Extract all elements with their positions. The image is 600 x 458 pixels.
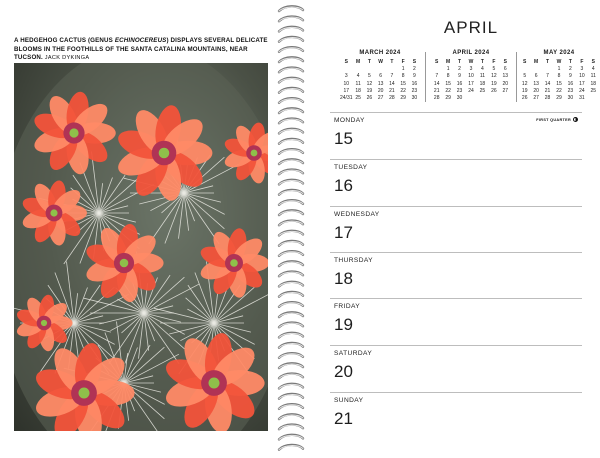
weekday-header: W xyxy=(468,59,474,65)
mini-calendar-grid xyxy=(340,59,420,101)
mini-calendar-day: 17 xyxy=(343,87,350,94)
mini-calendar-day: 12 xyxy=(521,80,528,87)
right-page xyxy=(306,0,600,458)
mini-calendar-day: 8 xyxy=(557,73,561,80)
mini-calendar-day: 23 xyxy=(456,87,463,94)
spiral-rings xyxy=(276,0,306,458)
mini-calendar-day: 5 xyxy=(523,73,527,80)
day-name: TUESDAY xyxy=(334,164,368,171)
day-number: 21 xyxy=(334,409,353,428)
mini-calendar-day: 27 xyxy=(502,87,509,94)
mini-calendar-day: 15 xyxy=(445,80,451,87)
mini-calendar-day: 7 xyxy=(390,73,394,80)
mini-calendar-day: 24 xyxy=(579,87,585,94)
weekday-header: S xyxy=(412,59,417,65)
caption-text-cont: ) DISPLAYS SEVERAL DELICATE BLOOMS IN THE FOOTHILLS OF THE SANTA CATALINA MOUNTAINS, NEAR TUCSON. xyxy=(14,37,268,62)
mini-calendar-day: 15 xyxy=(400,80,406,87)
day-number: 19 xyxy=(334,315,353,334)
mini-calendar-day: 20 xyxy=(377,87,384,94)
mini-calendar-day: 11 xyxy=(355,80,361,87)
mini-calendar-day: 14 xyxy=(433,80,440,87)
mini-calendar-march xyxy=(340,50,420,101)
mini-calendar-day: 16 xyxy=(567,80,574,87)
day-name: WEDNESDAY xyxy=(334,211,380,218)
mini-calendar-day: 16 xyxy=(411,80,418,87)
mini-calendar-day: 6 xyxy=(379,73,383,80)
day-number: 16 xyxy=(334,176,353,195)
spiral-binding xyxy=(276,0,306,458)
day-row-monday[interactable] xyxy=(330,112,582,159)
day-name: THURSDAY xyxy=(334,257,373,264)
mini-calendar-day: 28 xyxy=(544,95,551,102)
day-row-wednesday[interactable] xyxy=(330,206,582,253)
mini-calendar-day: 3 xyxy=(344,73,348,80)
mini-calendar-grid xyxy=(519,59,599,101)
mini-calendar-day: 6 xyxy=(503,66,507,73)
day-number: 18 xyxy=(334,269,353,288)
mini-calendar-day: 21 xyxy=(544,87,551,94)
mini-calendar-day: 7 xyxy=(435,73,439,80)
day-row-tuesday[interactable] xyxy=(330,159,582,206)
mini-calendar-day: 9 xyxy=(458,73,461,80)
mini-calendar-day: 13 xyxy=(502,73,509,80)
day-name: SUNDAY xyxy=(334,397,364,404)
mini-calendar-day: 20 xyxy=(533,87,539,94)
weekday-header: W xyxy=(378,59,383,65)
mini-calendar-day: 2 xyxy=(569,66,572,73)
weekday-header: F xyxy=(580,59,584,65)
mini-calendar-day: 19 xyxy=(366,87,373,94)
month-title: APRIL xyxy=(443,18,499,37)
mini-calendar-day: 24/31 xyxy=(340,95,353,102)
day-name: FRIDAY xyxy=(334,303,361,310)
mini-calendar-day: 4 xyxy=(591,66,595,73)
day-number: 15 xyxy=(334,129,353,148)
mini-calendar-day: 5 xyxy=(492,66,496,73)
mini-calendar-day: 23 xyxy=(567,87,574,94)
mini-calendar-day xyxy=(353,66,364,72)
day-number: 20 xyxy=(334,362,353,381)
weekday-header: T xyxy=(390,59,394,65)
mini-calendar-day: 18 xyxy=(355,87,361,94)
mini-calendar-day xyxy=(500,95,511,101)
mini-calendar-day: 3 xyxy=(580,66,584,73)
weekday-header: M xyxy=(446,59,451,65)
mini-calendar-day: 4 xyxy=(356,73,360,80)
mini-calendars xyxy=(336,50,598,102)
mini-calendar-day xyxy=(477,95,488,101)
mini-calendar-day: 14 xyxy=(389,80,395,87)
mini-calendar-day: 18 xyxy=(479,80,486,87)
mini-calendar-day: 18 xyxy=(590,80,597,87)
weekday-header: W xyxy=(556,59,562,65)
weekday-header: S xyxy=(591,59,595,65)
left-page xyxy=(0,0,282,458)
mini-calendar-day: 13 xyxy=(377,80,384,87)
mini-calendar-divider xyxy=(516,52,517,102)
mini-calendar-day: 19 xyxy=(491,80,497,87)
mini-calendar-day: 30 xyxy=(411,95,418,102)
mini-calendar-day: 21 xyxy=(433,87,440,94)
mini-calendar-day: 28 xyxy=(389,95,395,102)
mini-calendar-day: 29 xyxy=(445,95,451,102)
photo-credit: JACK DYKINGA xyxy=(44,55,90,62)
weekday-header: M xyxy=(356,59,361,65)
mini-calendar-day: 8 xyxy=(446,73,450,80)
mini-calendar-day xyxy=(340,66,353,72)
weekday-header: T xyxy=(546,59,550,65)
photo-caption xyxy=(14,37,272,63)
weekday-header: T xyxy=(458,59,462,65)
mini-calendar-day: 30 xyxy=(456,95,463,102)
mini-calendar-day xyxy=(519,66,530,72)
weekday-header: T xyxy=(568,59,572,65)
mini-calendar-title: MARCH 2024 xyxy=(359,50,401,56)
weekday-header: T xyxy=(367,59,371,65)
mini-calendar-day: 19 xyxy=(521,87,528,94)
mini-calendar-may xyxy=(519,50,599,101)
mini-calendar-day: 8 xyxy=(401,73,405,80)
mini-calendar-day: 11 xyxy=(590,73,596,80)
mini-calendar-day: 13 xyxy=(533,80,539,87)
mini-calendar-day: 16 xyxy=(456,80,463,87)
day-row-saturday[interactable] xyxy=(330,345,582,392)
weekday-header: S xyxy=(503,59,507,65)
mini-calendar-day xyxy=(588,95,599,101)
mini-calendar-day: 3 xyxy=(469,66,473,73)
caption-genus: ECHINOCEREUS xyxy=(114,37,167,44)
mini-calendar-day: 17 xyxy=(468,80,474,87)
mini-calendar-day: 25 xyxy=(355,95,361,102)
cactus-photo xyxy=(14,63,268,431)
mini-calendar-day: 10 xyxy=(343,80,350,87)
weekday-header: F xyxy=(492,59,496,65)
mini-calendar-day: 27 xyxy=(533,95,539,102)
weekday-header: T xyxy=(480,59,484,65)
mini-calendar-day: 29 xyxy=(400,95,406,102)
mini-calendar-day: 28 xyxy=(433,95,440,102)
cactus-bloom-illustration xyxy=(14,63,268,431)
mini-calendar-day xyxy=(488,95,499,101)
first-quarter-moon-icon xyxy=(573,117,578,122)
mini-calendar-day: 25 xyxy=(590,87,597,94)
mini-calendar-day: 12 xyxy=(491,73,497,80)
day-row-thursday[interactable] xyxy=(330,252,582,299)
mini-calendar-day: 2 xyxy=(412,66,416,73)
mini-calendar-day: 4 xyxy=(481,66,484,73)
mini-calendar-day xyxy=(364,66,375,72)
day-name: SATURDAY xyxy=(334,350,373,357)
mini-calendar-day: 6 xyxy=(534,73,538,80)
mini-calendar-day: 5 xyxy=(367,73,371,80)
mini-calendar-day xyxy=(542,66,553,72)
mini-calendar-day: 14 xyxy=(544,80,551,87)
mini-calendar-day: 11 xyxy=(479,73,486,80)
mini-calendar-day: 12 xyxy=(366,80,373,87)
mini-calendar-day xyxy=(465,95,476,101)
mini-calendar-day: 2 xyxy=(458,66,461,73)
mini-calendar-day: 22 xyxy=(445,87,451,94)
mini-calendar-day: 1 xyxy=(446,66,450,73)
mini-calendar-day: 9 xyxy=(569,73,572,80)
mini-calendar-day: 30 xyxy=(567,95,574,102)
mini-calendar-day: 15 xyxy=(556,80,562,87)
mini-calendar-day: 25 xyxy=(479,87,486,94)
weekday-header: M xyxy=(534,59,539,65)
mini-calendar-day: 31 xyxy=(579,95,585,102)
mini-calendar-day: 7 xyxy=(546,73,549,80)
mini-calendar-day: 26 xyxy=(491,87,497,94)
mini-calendar-day: 17 xyxy=(579,80,585,87)
mini-calendar-day: 9 xyxy=(412,73,416,80)
weekday-header: S xyxy=(435,59,439,65)
moon-phase xyxy=(536,117,578,122)
weekday-header: S xyxy=(523,59,527,65)
mini-calendar-day: 20 xyxy=(502,80,509,87)
day-number: 17 xyxy=(334,223,353,242)
mini-calendar-day: 21 xyxy=(389,87,395,94)
mini-calendar-day: 26 xyxy=(521,95,528,102)
mini-calendar-day: 22 xyxy=(400,87,406,94)
mini-calendar-grid xyxy=(431,59,511,101)
weekday-header: F xyxy=(401,59,405,65)
mini-calendar-divider xyxy=(425,52,426,102)
mini-calendar-day: 29 xyxy=(556,95,562,102)
mini-calendar-day: 26 xyxy=(366,95,373,102)
day-name: MONDAY xyxy=(334,117,365,124)
mini-calendar-day: 23 xyxy=(411,87,418,94)
mini-calendar-day: 1 xyxy=(557,66,561,73)
day-row-friday[interactable] xyxy=(330,298,582,345)
mini-calendar-day xyxy=(375,66,386,72)
mini-calendar-day: 27 xyxy=(377,95,384,102)
day-row-sunday[interactable] xyxy=(330,392,582,439)
caption-text: A HEDGEHOG CACTUS (GENUS xyxy=(14,37,115,44)
mini-calendar-day: 22 xyxy=(556,87,562,94)
mini-calendar-title: APRIL 2024 xyxy=(452,50,490,56)
weekday-header: S xyxy=(344,59,348,65)
mini-calendar-april xyxy=(431,50,511,101)
mini-calendar-day: 24 xyxy=(468,87,474,94)
mini-calendar-day: 10 xyxy=(468,73,474,80)
mini-calendar-day xyxy=(431,66,442,72)
mini-calendar-title: MAY 2024 xyxy=(543,50,575,56)
mini-calendar-day: 1 xyxy=(401,66,405,73)
moon-phase-label: FIRST QUARTER xyxy=(536,117,571,122)
mini-calendar-day: 10 xyxy=(579,73,585,80)
mini-calendar-day xyxy=(386,66,397,72)
mini-calendar-day xyxy=(530,66,541,72)
